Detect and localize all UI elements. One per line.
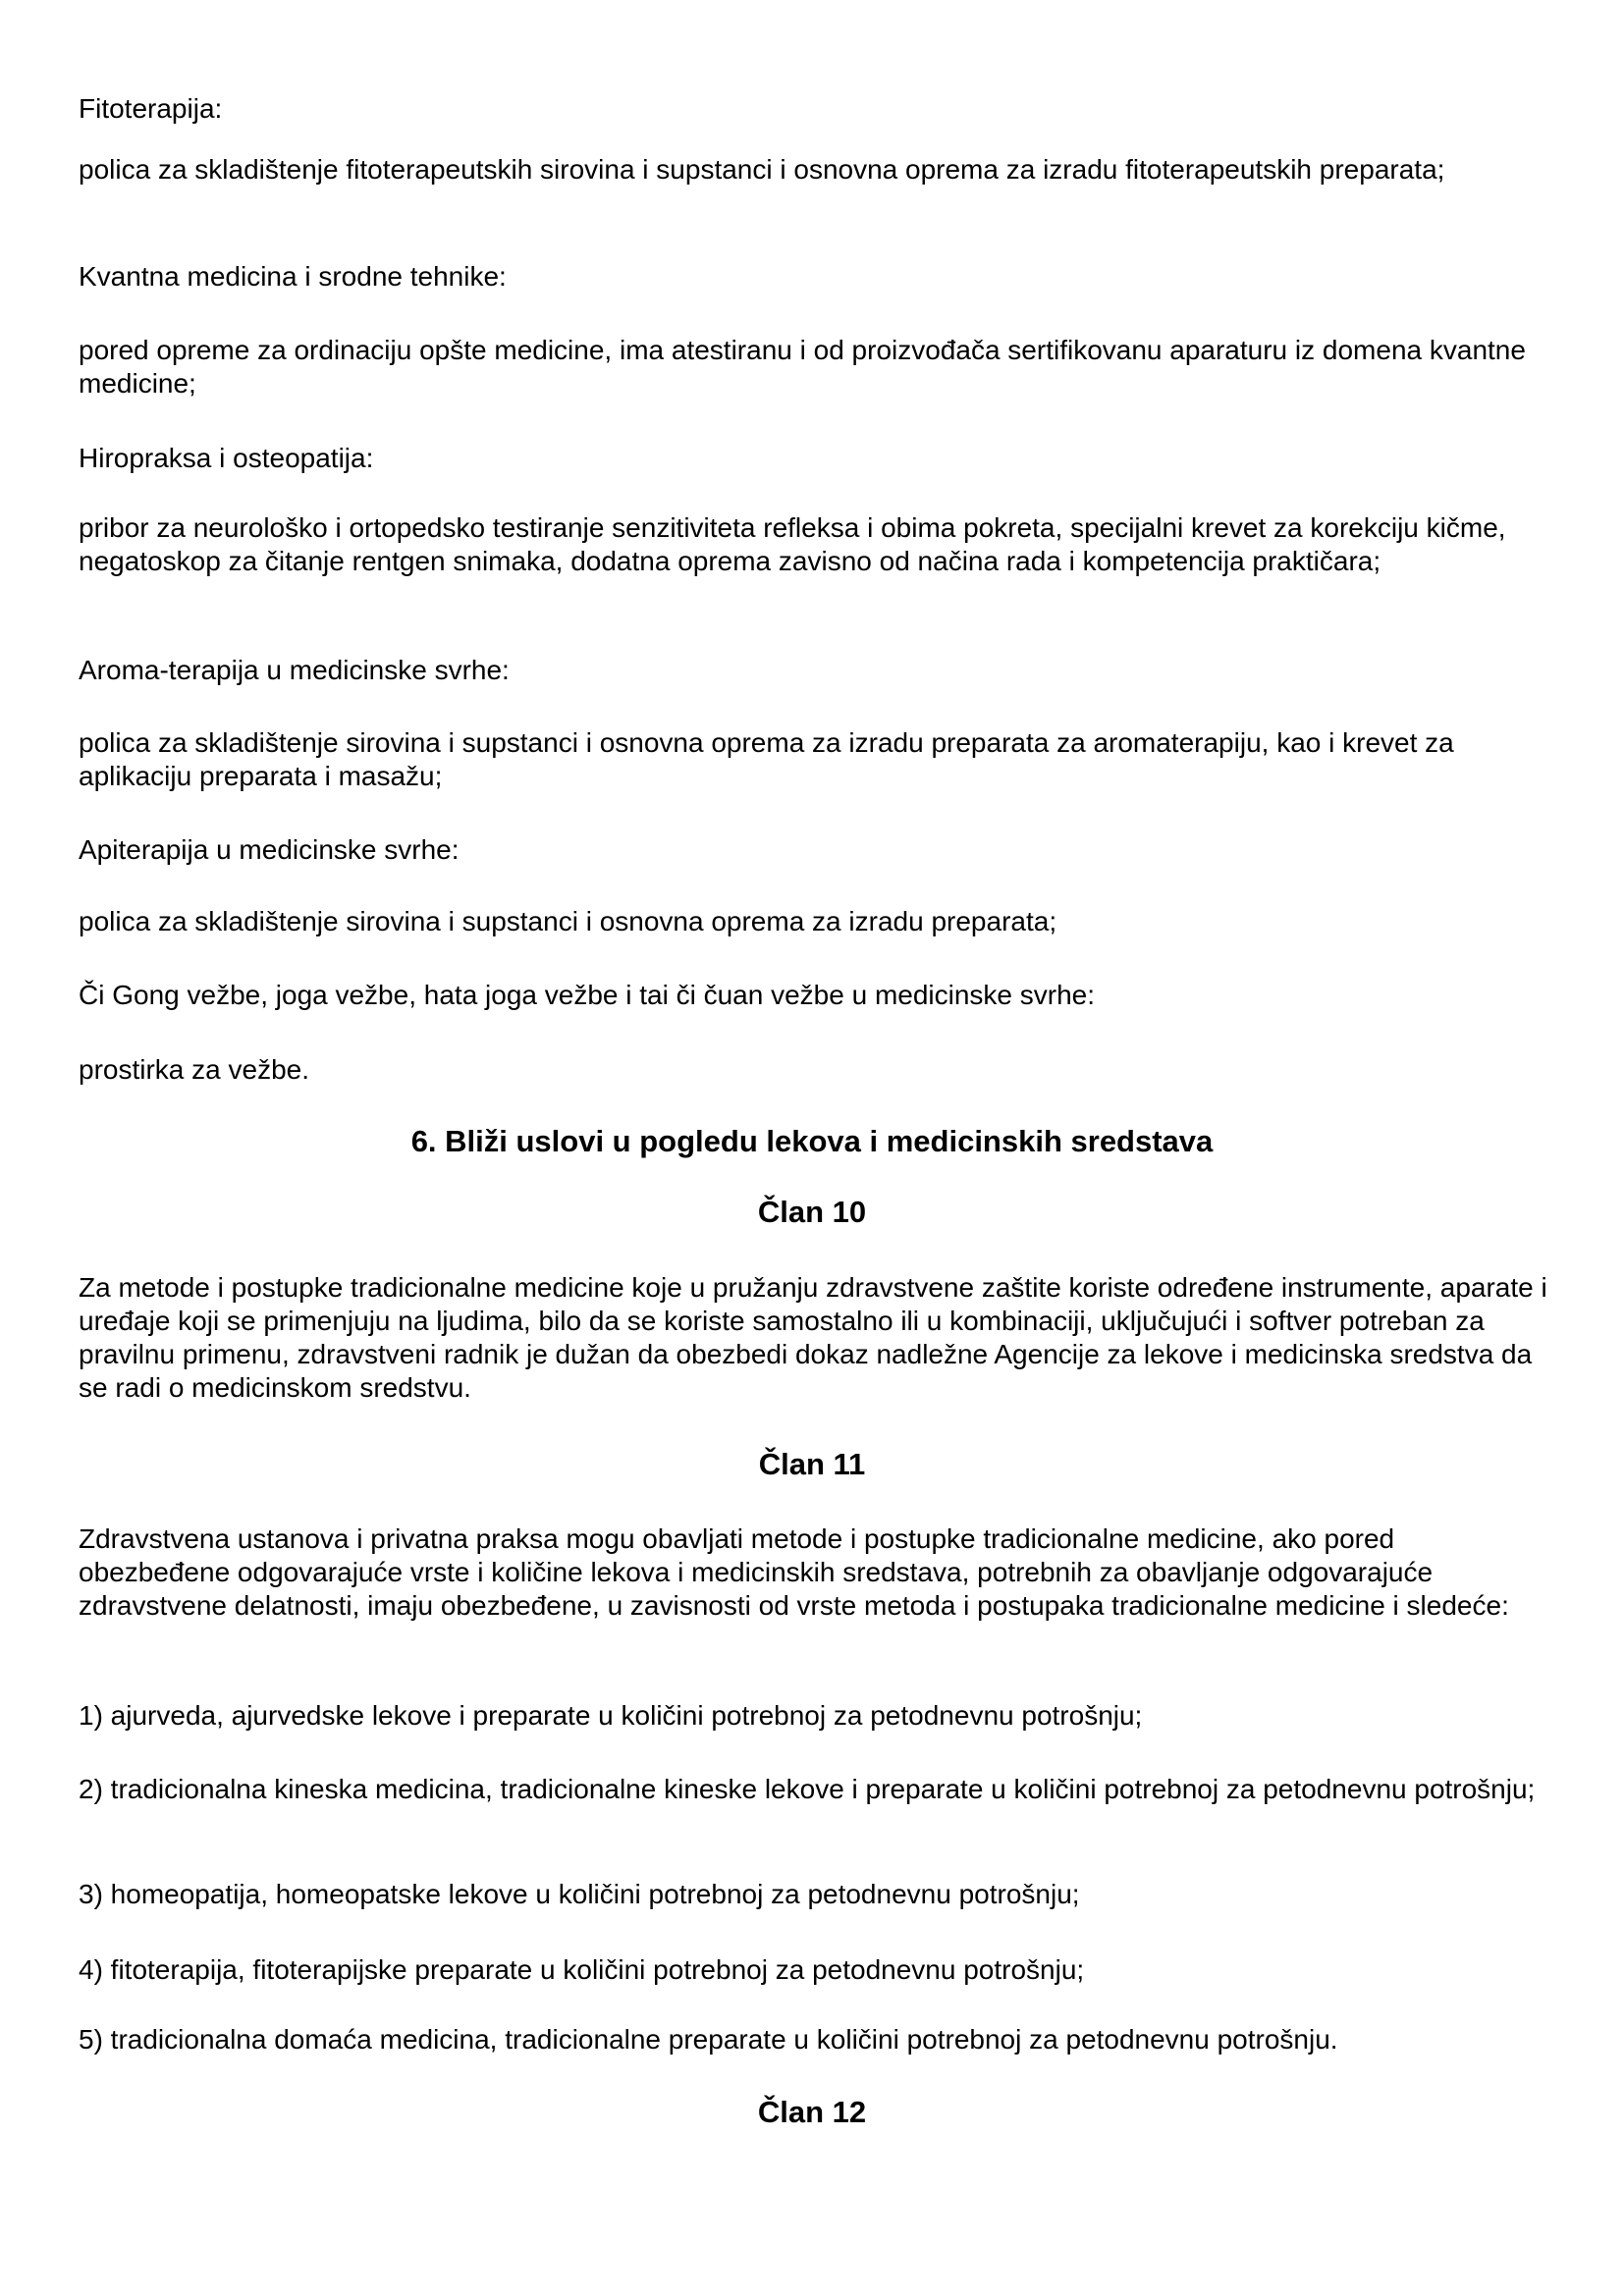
method-label-apiterapija: Apiterapija u medicinske svrhe: [79,834,460,865]
method-equipment-hiropraksa: pribor za neurološko i ortopedsko testiranje senzitiviteta refleksa i obima pokreta, specijalni krevet za korekciju kičme, negatoskop za čitanje rentgen snimaka, dodatna oprema zavisno od načina rada i kompetencija praktičara; [79,512,1506,576]
method-equipment-kvantna-medicina: pored opreme za ordinaciju opšte medicine, ima atestiranu i od proizvođača sertifikovanu aparaturu iz domena kvantne medicine; [79,335,1526,399]
section-heading: 6. Bliži uslovi u pogledu lekova i medicinskih sredstava [410,1124,1214,1158]
article-10-title: Član 10 [757,1195,867,1229]
article-11-intro: Zdravstvena ustanova i privatna praksa mogu obavljati metode i postupke tradicionalne medicine, ako pored obezbeđene odgovarajuće vrste i količine lekova i medicinskih sredstava, potrebnih za obavljanje odgovarajuće zdravstvene delatnosti, imaju obezbeđene, u zavisnosti od vrste metoda i postupaka tradicionalne medicine i sledeće: [79,1523,1509,1621]
method-equipment-fitoterapija: polica za skladištenje fitoterapeutskih sirovina i supstanci i osnovna oprema za izradu fitoterapeutskih preparata; [79,154,1445,185]
article-11-item-3: 3) homeopatija, homeopatske lekove u količini potrebnoj za petodnevnu potrošnju; [79,1879,1080,1909]
method-equipment-apiterapija: polica za skladištenje sirovina i supstanci i osnovna oprema za izradu preparata; [79,906,1057,936]
article-11-title: Član 11 [758,1447,866,1481]
method-equipment-aroma-terapija: polica za skladištenje sirovina i supstanci i osnovna oprema za izradu preparata za aromaterapiju, kao i krevet za aplikaciju preparata i masažu; [79,727,1454,791]
article-11-item-2: 2) tradicionalna kineska medicina, tradicionalne kineske lekove i preparate u količini potrebnoj za petodnevnu potrošnju; [79,1774,1536,1804]
method-label-kvantna-medicina: Kvantna medicina i srodne tehnike: [79,261,507,292]
method-label-aroma-terapija: Aroma-terapija u medicinske svrhe: [79,655,510,685]
method-equipment-ci-gong-joga: prostirka za vežbe. [79,1054,309,1085]
article-12-title: Član 12 [757,2095,867,2129]
article-11-item-4: 4) fitoterapija, fitoterapijske preparate u količini potrebnoj za petodnevnu potrošnju; [79,1954,1085,1985]
method-label-fitoterapija: Fitoterapija: [79,93,223,124]
method-label-ci-gong-joga: Či Gong vežbe, joga vežbe, hata joga vežbe i tai či čuan vežbe u medicinske svrhe: [79,980,1096,1010]
article-11-item-1: 1) ajurveda, ajurvedske lekove i preparate u količini potrebnoj za petodnevnu potrošnju; [79,1700,1143,1731]
method-label-hiropraksa: Hiropraksa i osteopatija: [79,443,374,473]
article-10-text: Za metode i postupke tradicionalne medicine koje u pružanju zdravstvene zaštite koriste određene instrumente, aparate i uređaje koji se primenjuju na ljudima, bilo da se koriste samostalno ili u kombinaciji, uključujući i softver potreban za pravilnu primenu, zdravstveni radnik je dužan da obezbedi dokaz nadležne Agencije za lekove i medicinska sredstva da se radi o medicinskom sredstvu. [79,1272,1547,1403]
article-11-item-5: 5) tradicionalna domaća medicina, tradicionalne preparate u količini potrebnoj za petodnevnu potrošnju. [79,2024,1338,2055]
